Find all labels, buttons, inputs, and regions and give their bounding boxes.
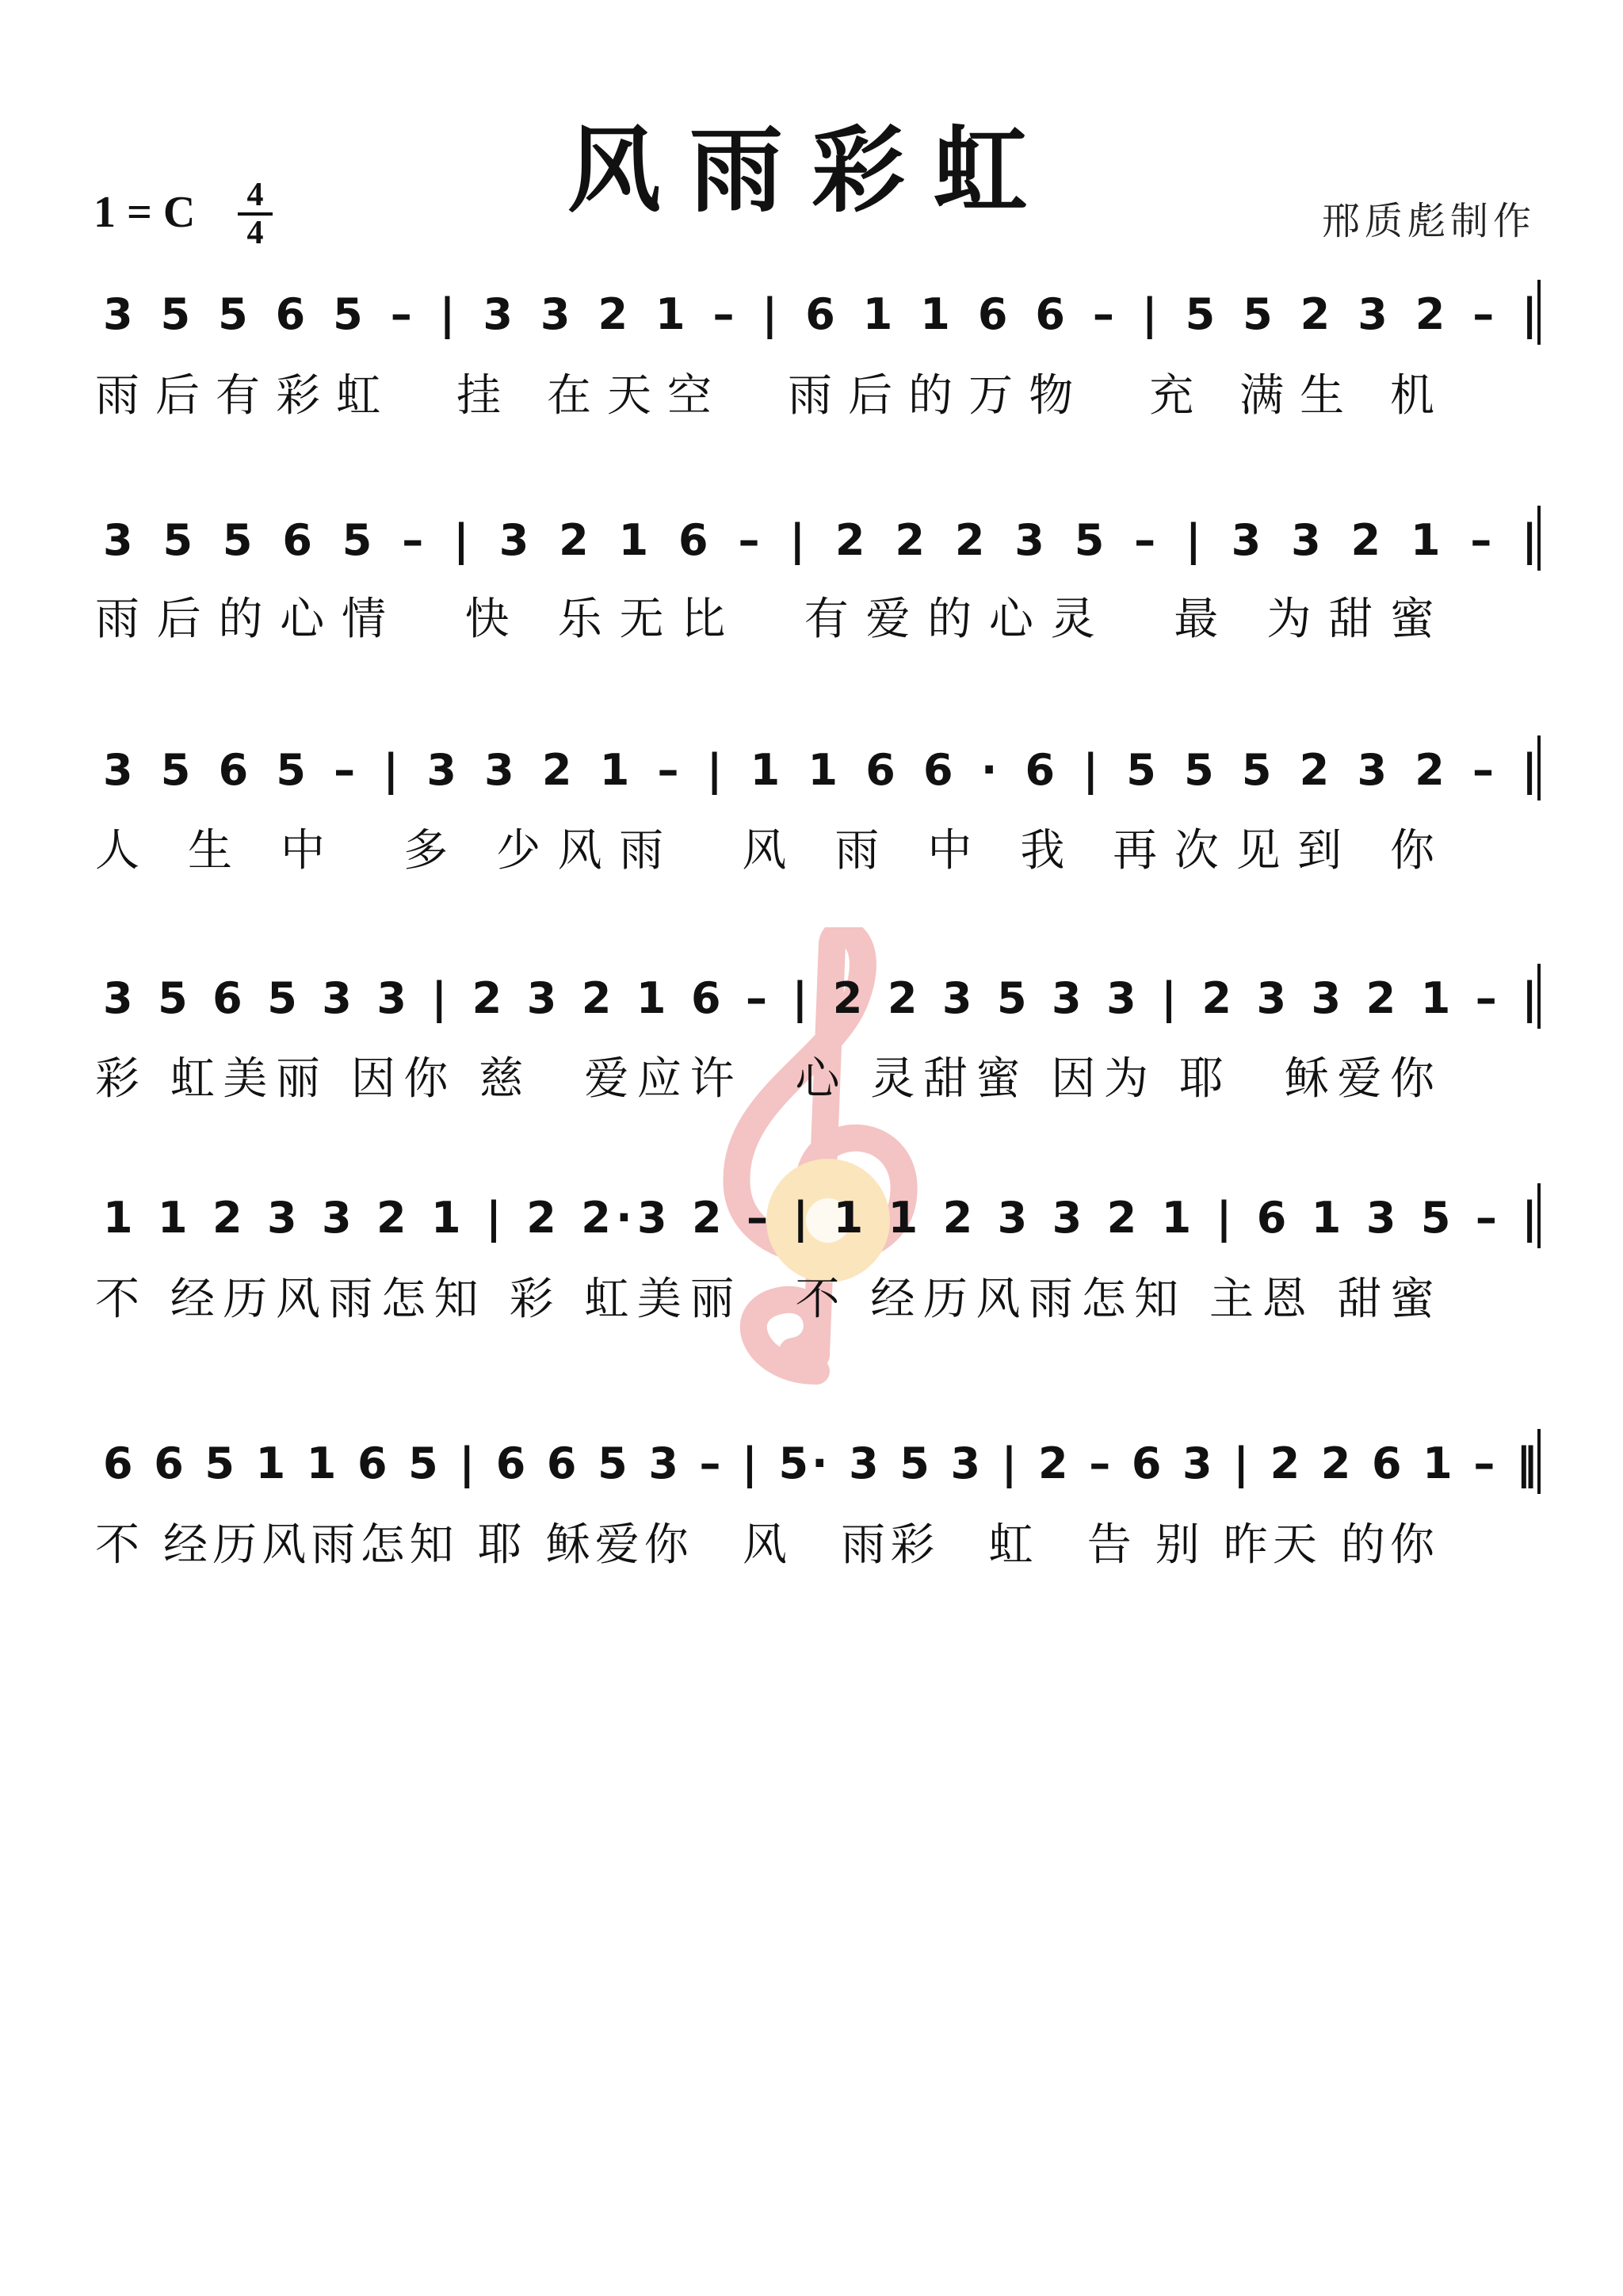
notation-text: 3 5 6 5 – | 3 3 2 1 – | 1 1 6 6 · 6 | 5 5 5 2 3 2 – |	[103, 745, 1537, 795]
notation-text: 6 6 5 1 1 6 5 | 6 6 5 3 – | 5· 3 5 3 | 2 – 6 3 | 2 2 6 1 – ‖	[103, 1438, 1537, 1488]
lyric-line: 人 生 中 多 少风雨 风 雨 中 我 再次见到 你	[95, 825, 1434, 877]
notation-text: 1 1 2 3 3 2 1 | 2 2·3 2 – | 1 1 2 3 3 2 1 | 6 1 3 5 – |	[103, 1193, 1537, 1243]
notation-text: 3 5 5 6 5 – | 3 2 1 6 – | 2 2 2 3 5 – | 3 3 2 1 – |	[103, 515, 1538, 565]
notation-line	[103, 280, 1539, 345]
lyric-line: 不 经历风雨怎知 彩 虹美丽 不 经历风雨怎知 主恩 甜蜜	[95, 1274, 1434, 1325]
lyric-line: 不 经历风雨怎知 耶 稣爱你 风 雨彩 虹 告 别 昨天 的你	[95, 1519, 1434, 1571]
lyric-line: 雨后的心情 快 乐无比 有爱的心灵 最 为甜蜜	[95, 594, 1435, 645]
notation-text: 3 5 6 5 3 3 | 2 3 2 1 6 – | 2 2 3 5 3 3 | 2 3 3 2 1 – |	[103, 973, 1537, 1023]
notation-line	[103, 1183, 1539, 1248]
key-signature: 1 = C	[94, 188, 196, 237]
author-credit: 邢质彪制作	[1321, 199, 1536, 243]
time-signature-numerator: 4	[246, 177, 264, 213]
notation-line	[103, 1429, 1539, 1494]
notation-text: 3 5 5 6 5 – | 3 3 2 1 – | 6 1 1 6 6 – | 5 5 2 3 2 – |	[103, 289, 1537, 339]
notation-line	[103, 735, 1539, 800]
notation-line	[103, 964, 1539, 1029]
lyric-line: 彩 虹美丽 因你 慈 爱应许 心 灵甜蜜 因为 耶 稣爱你	[95, 1053, 1434, 1105]
notation-line	[103, 506, 1539, 571]
time-signature-denominator: 4	[246, 215, 264, 251]
song-title: 风雨彩虹	[567, 115, 1056, 225]
lyric-line: 雨后有彩虹 挂 在天空 雨后的万物 充 满生 机	[95, 370, 1434, 422]
